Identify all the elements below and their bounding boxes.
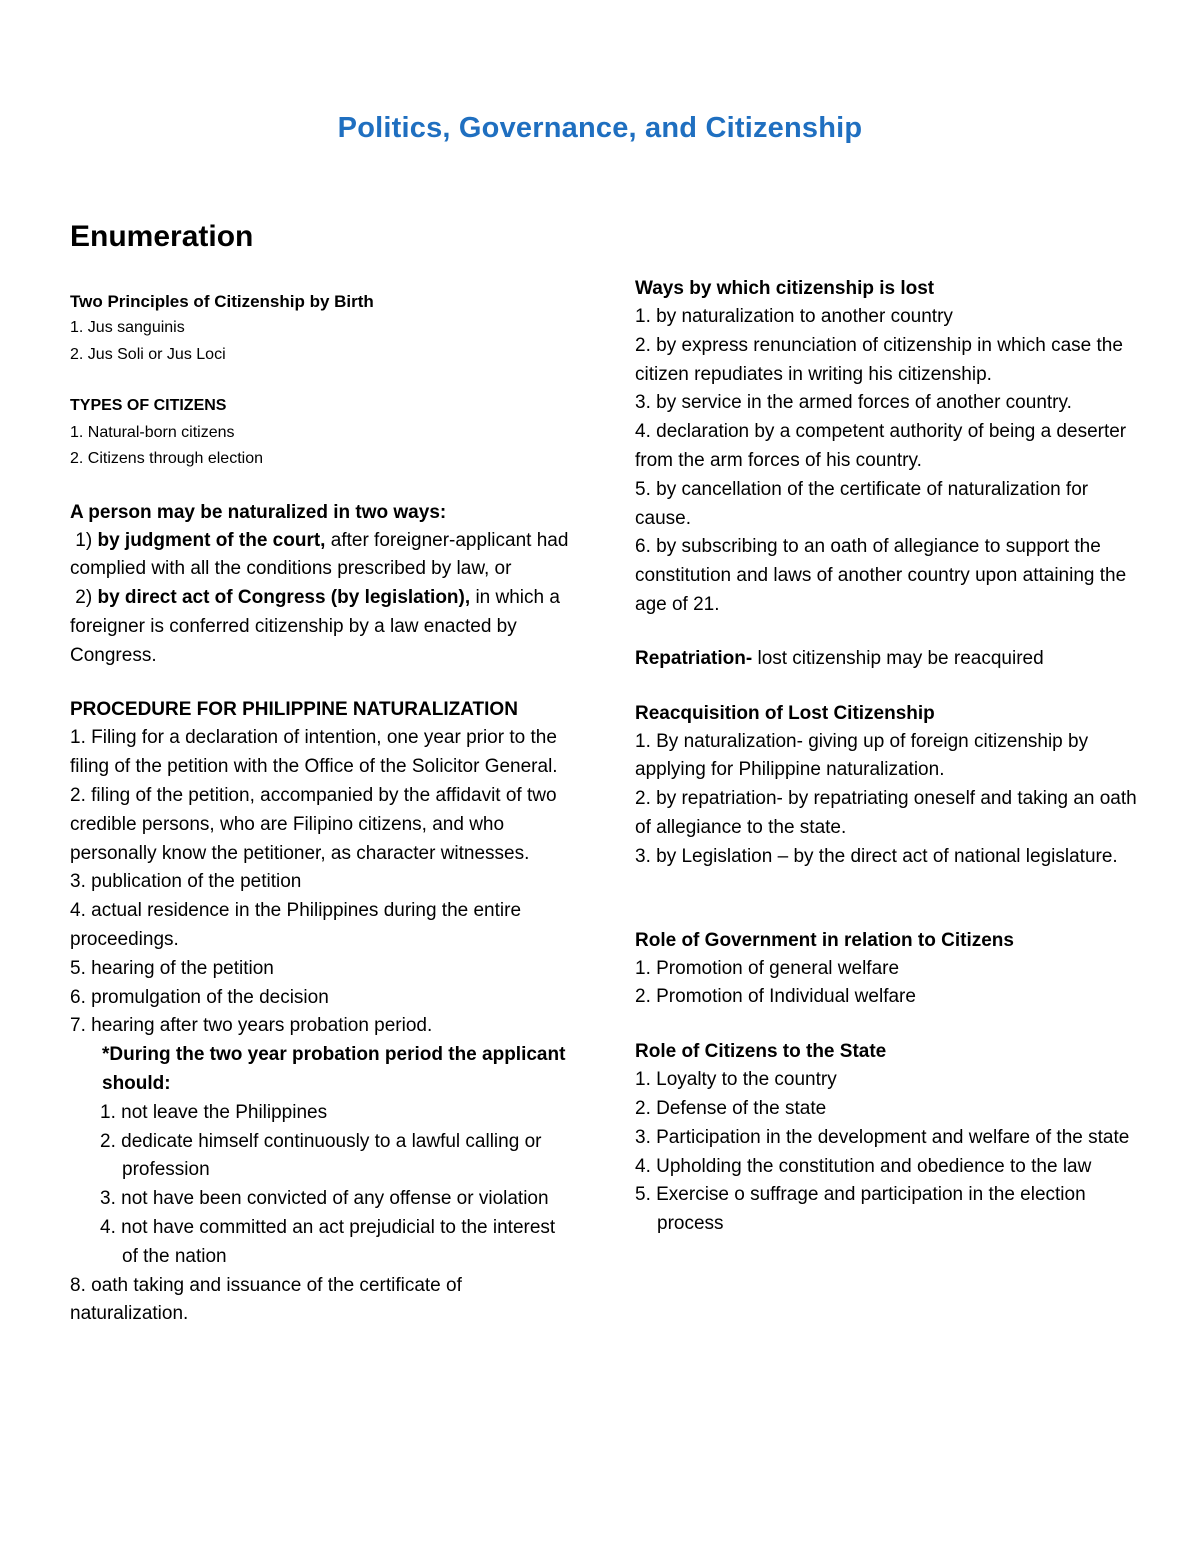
list-item: 5. Exercise o suffrage and participation in the election process: [635, 1184, 1086, 1235]
naturalization-ways-section: [70, 498, 570, 671]
procedure-title: PROCEDURE FOR PHILIPPINE NATURALIZATION: [70, 699, 518, 721]
way-item: [70, 527, 570, 585]
list-item: 3. by Legislation – by the direct act of national legislature.: [635, 845, 1118, 867]
probation-item: 2. dedicate himself continuously to a lawful calling or profession: [100, 1130, 542, 1181]
list-item: 1. by naturalization to another country: [635, 306, 953, 327]
list-item: 1. Loyalty to the country: [635, 1069, 837, 1091]
way-text: after foreigner-applicant had complied with all the conditions prescribed by law, or: [70, 529, 569, 580]
way-bold-text: by judgment of the court,: [97, 529, 326, 551]
probation-item: 4. not have committed an act prejudicial to the interest of the nation: [100, 1217, 556, 1267]
list-item: 1. Natural-born citizens: [70, 423, 235, 441]
page-title: Politics, Governance, and Citizenship: [337, 112, 863, 144]
way-item: [70, 584, 570, 670]
list-item: 2. Citizens through election: [70, 450, 263, 467]
list-item: 1. Filing for a declaration of intention, one year prior to the filing of the petition with the Office of the Solicitor General.: [70, 727, 558, 778]
repatriation-definition: [635, 645, 1140, 674]
probation-item: 3. not have been convicted of any offense or violation: [100, 1188, 549, 1210]
types-section: [70, 393, 570, 473]
list-item: 6. by subscribing to an oath of allegiance to support the constitution and laws of another country upon attaining the age of 21.: [635, 536, 1127, 615]
probation-item: 1. not leave the Philippines: [100, 1101, 328, 1123]
list-item: 4. Upholding the constitution and obedience to the law: [635, 1155, 1092, 1177]
repatriation-text: lost citizenship may be reacquired: [752, 647, 1044, 669]
procedure-section: [70, 695, 570, 1329]
citizen-role-title: Role of Citizens to the State: [635, 1041, 887, 1063]
section-heading: Enumeration: [70, 220, 254, 253]
way-bold-text: by direct act of Congress (by legislation),: [97, 587, 471, 609]
naturalization-ways-title: A person may be naturalized in two ways:: [70, 501, 447, 523]
right-column: [635, 274, 1140, 1239]
list-item: 4. declaration by a competent authority of being a deserter from the arm forces of his country.: [635, 421, 1127, 471]
list-item: 5. by cancellation of the certificate of naturalization for cause.: [635, 478, 1089, 529]
list-item: 5. hearing of the petition: [70, 957, 274, 979]
list-item: 2. by repatriation- by repatriating oneself and taking an oath of allegiance to the state.: [635, 788, 1137, 838]
way-number: 1): [75, 529, 93, 551]
list-item: 6. promulgation of the decision: [70, 986, 329, 1008]
lost-title: Ways by which citizenship is lost: [635, 278, 935, 299]
principles-title: Two Principles of Citizenship by Birth: [70, 292, 374, 311]
list-item: 1. Promotion of general welfare: [635, 957, 900, 979]
list-item: 2. Promotion of Individual welfare: [635, 986, 916, 1008]
reacquisition-title: Reacquisition of Lost Citizenship: [635, 702, 935, 724]
lost-section: [635, 274, 1140, 620]
principles-section: [70, 288, 570, 368]
way-text: in which a foreigner is conferred citizenship by a law enacted by Congress.: [70, 587, 560, 666]
list-item: 8. oath taking and issuance of the certificate of naturalization.: [70, 1274, 462, 1325]
list-item: 1. By naturalization- giving up of foreign citizenship by applying for Philippine naturalization.: [635, 730, 1089, 781]
citizen-role-section: [635, 1037, 1140, 1239]
list-item: 7. hearing after two years probation period.: [70, 1015, 433, 1037]
repatriation-term: Repatriation-: [635, 647, 753, 669]
list-item: 2. by express renunciation of citizenship in which case the citizen repudiates in writing his citizenship.: [635, 334, 1123, 385]
list-item: 2. Jus Soli or Jus Loci: [70, 345, 226, 363]
list-item: 2. Defense of the state: [635, 1097, 827, 1119]
list-item: 3. Participation in the development and welfare of the state: [635, 1126, 1130, 1148]
list-item: 3. publication of the petition: [70, 871, 302, 893]
list-item: 4. actual residence in the Philippines during the entire proceedings.: [70, 900, 522, 951]
probation-note: *During the two year probation period the applicant should:: [102, 1044, 566, 1095]
government-role-section: [635, 926, 1140, 1013]
way-number: 2): [75, 587, 93, 609]
types-title: TYPES OF CITIZENS: [70, 397, 227, 414]
government-role-title: Role of Government in relation to Citizens: [635, 929, 1014, 951]
left-column: [70, 288, 570, 1329]
list-item: 3. by service in the armed forces of another country.: [635, 392, 1072, 414]
reacquisition-section: [635, 699, 1140, 872]
list-item: 2. filing of the petition, accompanied by the affidavit of two credible persons, who are Filipino citizens, and who personally know the petitioner, as character witnesses.: [70, 785, 557, 864]
list-item: 1. Jus sanguinis: [70, 319, 185, 336]
